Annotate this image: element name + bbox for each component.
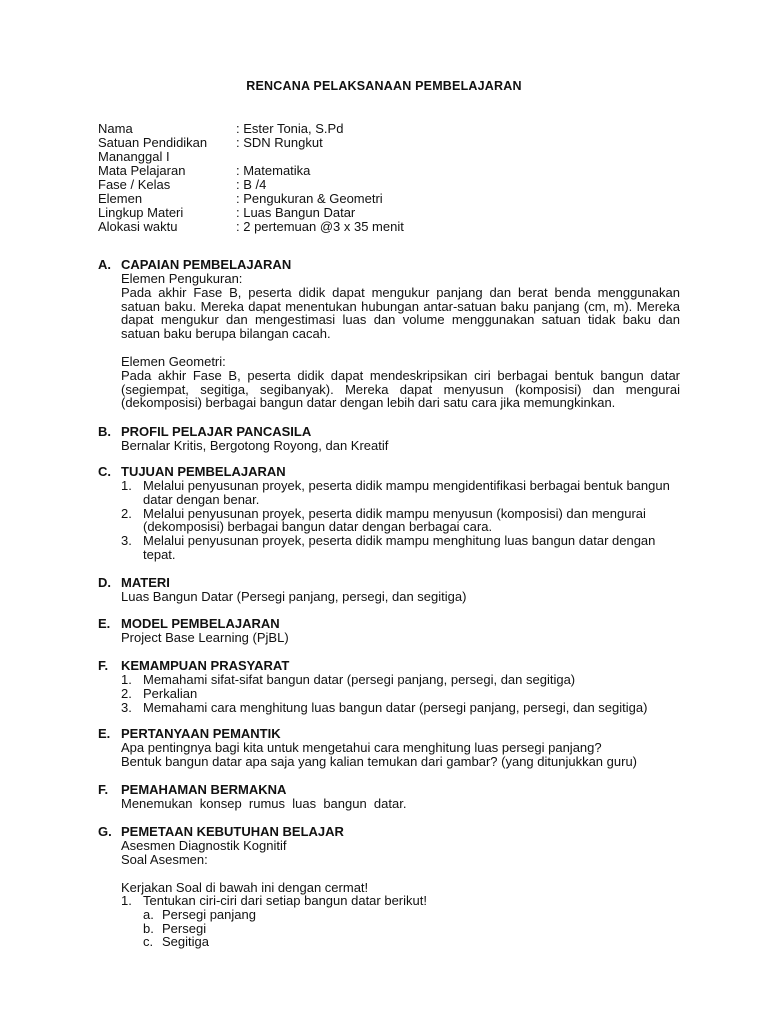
numbered-list <box>121 673 680 714</box>
section-heading: A. CAPAIAN PEMBELAJARAN <box>98 257 292 272</box>
identity-value: : Ester Tonia, S.Pd <box>236 121 344 136</box>
paragraph-pengukuran: Pada akhir Fase B, peserta didik dapat mengukur panjang dan berat benda menggunakan satuan baku. Mereka dapat menentukan hubungan antar-satuan baku panjang (cm, m). Mereka dapat mengukur dan mengestimasi luas dan volume menggunakan satuan tidak baku dan satuan baku berupa bilangan cacah. <box>121 284 680 342</box>
identity-value: : SDN Rungkut <box>236 135 323 150</box>
identity-value: : Luas Bangun Datar <box>236 205 356 220</box>
identity-value: : 2 pertemuan @3 x 35 menit <box>236 219 404 234</box>
identity-key: Elemen <box>98 191 143 206</box>
list-item: 3. Melalui penyusunan proyek, peserta didik mampu menghitung luas bangun datar dengan tepat. <box>121 533 656 562</box>
option-list <box>143 908 680 949</box>
list-item: 2. Melalui penyusunan proyek, peserta didik mampu menyusun (komposisi) dan mengurai (dekomposisi) berbagai bangun datar dengan berbagai cara. <box>121 505 646 535</box>
section-heading: C. TUJUAN PEMBELAJARAN <box>98 464 286 479</box>
question-line: Apa pentingnya bagi kita untuk mengetahui cara menghitung luas persegi panjang? <box>121 740 602 755</box>
asesmen-label: Asesmen Diagnostik Kognitif <box>121 838 287 853</box>
section-tujuan-pembelajaran <box>98 465 680 562</box>
numbered-list <box>121 479 680 562</box>
identity-value: : B /4 <box>236 177 267 192</box>
option-item: b. Persegi <box>143 920 207 936</box>
instruction: Kerjakan Soal di bawah ini dengan cermat! <box>121 879 369 895</box>
section-materi <box>98 576 680 604</box>
soal-label: Soal Asesmen: <box>121 851 208 867</box>
section-heading: G. PEMETAAN KEBUTUHAN BELAJAR <box>98 824 344 839</box>
identity-row-mapel <box>98 164 310 178</box>
identity-key: Satuan Pendidikan <box>98 135 208 150</box>
section-profil-pelajar <box>98 425 680 453</box>
section-text: Luas Bangun Datar (Persegi panjang, persegi, dan segitiga) <box>121 589 467 604</box>
list-item: 3. Memahami cara menghitung luas bangun datar (persegi panjang, persegi, dan segitiga) <box>121 699 648 715</box>
document-title: RENCANA PELAKSANAAN PEMBELAJARAN <box>246 79 522 93</box>
identity-value: : Matematika <box>236 163 311 178</box>
identity-key: Mata Pelajaran <box>98 163 186 178</box>
identity-value: : Pengukuran & Geometri <box>236 191 383 206</box>
section-pemahaman-bermakna <box>98 783 680 811</box>
section-heading: F. PEMAHAMAN BERMAKNA <box>98 782 287 797</box>
identity-key: Lingkup Materi <box>98 205 184 220</box>
section-capaian-pembelajaran <box>98 258 680 410</box>
identity-row-satuan <box>98 136 323 150</box>
subheading-elemen-geometri: Elemen Geometri: <box>121 353 226 369</box>
identity-row-lingkup <box>98 206 355 220</box>
section-heading: B. PROFIL PELAJAR PANCASILA <box>98 424 312 439</box>
identity-key: Fase / Kelas <box>98 177 171 192</box>
identity-row-nama <box>98 122 343 136</box>
section-pemetaan-kebutuhan <box>98 825 680 949</box>
list-item: 2. Perkalian <box>121 685 198 701</box>
list-item: 1. Melalui penyusunan proyek, peserta didik mampu mengidentifikasi berbagai bentuk bangun datar dengan benar. <box>121 478 670 507</box>
section-text: Menemukan konsep rumus luas bangun datar. <box>121 796 407 811</box>
section-kemampuan-prasyarat <box>98 659 680 714</box>
identity-key: Alokasi waktu <box>98 219 178 234</box>
identity-key: Nama <box>98 121 133 136</box>
section-text: Project Base Learning (PjBL) <box>121 630 289 645</box>
option-item: c. Segitiga <box>143 934 209 950</box>
section-heading: F. KEMAMPUAN PRASYARAT <box>98 658 290 673</box>
identity-row-alokasi <box>98 220 404 234</box>
list-item: 1. Tentukan ciri-ciri dari setiap bangun datar berikut! <box>121 893 427 909</box>
question-line: Bentuk bangun datar apa saja yang kalian temukan dari gambar? (yang ditunjukkan guru) <box>121 753 638 769</box>
numbered-list <box>121 894 680 908</box>
option-item: a. Persegi panjang <box>143 907 256 923</box>
section-heading: E. PERTANYAAN PEMANTIK <box>98 726 281 741</box>
paragraph-geometri: Pada akhir Fase B, peserta didik dapat mendeskripsikan ciri berbagai bentuk bangun datar (segiempat, segitiga, segibanyak). Mereka dapat menyusun (komposisi) dan mengurai (dekomposisi) berbagai bangun datar dengan lebih dari satu cara jika memungkinkan. <box>121 367 680 411</box>
section-pertanyaan-pemantik <box>98 727 680 769</box>
identity-row-fase <box>98 178 266 192</box>
section-heading: D. MATERI <box>98 575 170 590</box>
identity-row-elemen <box>98 192 383 206</box>
section-model-pembelajaran <box>98 617 680 645</box>
identity-continuation: Mananggal I <box>98 149 170 164</box>
section-heading: E. MODEL PEMBELAJARAN <box>98 616 280 631</box>
list-item: 1. Memahami sifat-sifat bangun datar (persegi panjang, persegi, dan segitiga) <box>121 672 576 687</box>
section-text: Bernalar Kritis, Bergotong Royong, dan Kreatif <box>121 438 389 453</box>
subheading-elemen-pengukuran: Elemen Pengukuran: <box>121 271 243 286</box>
